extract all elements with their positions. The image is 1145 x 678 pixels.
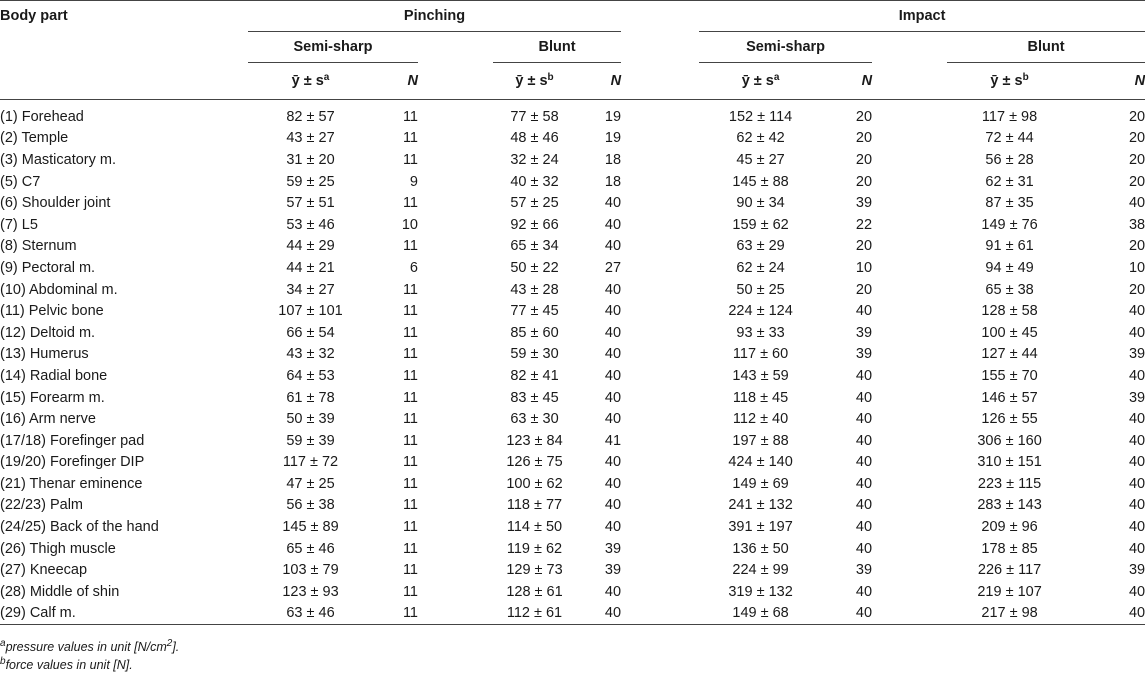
cell-pinch-semi-value: 63 ± 46 [248,603,373,625]
cell-pinch-blunt-n: 40 [604,238,622,255]
header-body-part: Body part [0,1,248,32]
cell-pinch-blunt-n: 39 [604,562,622,579]
cell-pinch-semi-n: 11 [402,432,418,449]
cell-impact-blunt-value: 283 ± 143 [977,497,1042,514]
cell-impact-blunt-n: 38 [1128,216,1145,233]
cell-pinch-blunt-n: 40 [604,346,622,363]
cell-impact-blunt-n: 40 [1072,603,1145,625]
cell-pinch-semi-n: 9 [409,173,418,190]
cell-impact-semi-value: 63 ± 29 [736,238,785,255]
cell-impact-blunt-n: 40 [1128,303,1145,320]
cell-pinch-blunt-value: 83 ± 45 [510,389,559,406]
table-row [0,365,1145,387]
cell-pinch-semi-n: 11 [402,540,418,557]
cell-pinch-semi-value: 82 ± 57 [286,108,335,125]
cell-impact-blunt-n: 40 [1128,475,1145,492]
cell-body-part: (5) C7 [0,173,41,190]
cell-impact-blunt-value: 226 ± 117 [977,562,1042,579]
cell-impact-blunt-n: 40 [1128,432,1145,449]
header-pinching-blunt: Blunt [493,32,621,63]
cell-pinch-blunt-n: 18 [604,173,622,190]
header-stat-pinch-semi: ȳ ± $s^a$ [248,63,373,100]
cell-pinch-blunt-n: 27 [604,259,622,276]
cell-body-part: (1) Forehead [0,108,84,125]
cell-pinch-semi-n: 11 [402,346,418,363]
table-row [0,603,1145,625]
cell-body-part: (28) Middle of shin [0,583,120,600]
cell-pinch-blunt-n: 40 [604,389,622,406]
cell-impact-semi-value: 391 ± 197 [728,519,793,536]
cell-impact-semi-value: 45 ± 27 [736,151,785,168]
cell-pinch-blunt-n: 40 [604,303,622,320]
cell-pinch-blunt-value: 82 ± 41 [510,367,559,384]
cell-impact-semi-n: 20 [855,108,873,125]
cell-body-part: (17/18) Forefinger pad [0,432,145,449]
cell-impact-semi-value: 149 ± 69 [732,475,789,492]
cell-body-part: (10) Abdominal m. [0,281,118,298]
cell-pinch-blunt-value: 129 ± 73 [506,562,563,579]
cell-impact-blunt-n: 40 [1128,454,1145,471]
cell-impact-blunt-n: 40 [1128,583,1145,600]
cell-pinch-semi-n: 11 [402,151,418,168]
cell-pinch-semi-n: 11 [402,303,418,320]
cell-impact-blunt-value: 155 ± 70 [981,367,1038,384]
table-row [0,257,1145,279]
table-row [0,128,1145,150]
cell-pinch-blunt-n: 40 [604,195,622,212]
cell-pinch-blunt-n: 40 [604,216,622,233]
cell-impact-blunt-value: 126 ± 55 [981,411,1038,428]
header-stat-pinch-blunt: ȳ ± $s^b$ [493,63,576,100]
table-row [0,387,1145,409]
cell-impact-blunt-n: 20 [1128,108,1145,125]
header-pinching: Pinching [248,1,621,32]
cell-impact-semi-value: 159 ± 62 [732,216,789,233]
cell-pinch-semi-value: 56 ± 38 [286,497,335,514]
cell-pinch-semi-n: 10 [401,216,418,233]
cell-pinch-blunt-value: 112 ± 61 [493,603,576,625]
cell-impact-blunt-n: 40 [1128,540,1145,557]
cell-impact-blunt-n: 40 [1128,519,1145,536]
cell-impact-semi-n: 20 [855,173,873,190]
cell-body-part: (26) Thigh muscle [0,540,116,557]
cell-impact-semi-n: 40 [855,540,873,557]
cell-pinch-semi-n: 11 [402,519,418,536]
cell-pinch-blunt-value: 43 ± 28 [510,281,559,298]
cell-body-part: (8) Sternum [0,238,77,255]
cell-pinch-blunt-n: 19 [604,130,622,147]
cell-impact-semi-value: 62 ± 24 [736,259,785,276]
cell-impact-blunt-n: 40 [1128,324,1145,341]
cell-pinch-blunt-value: 128 ± 61 [506,583,563,600]
cell-impact-semi-value: 149 ± 68 [699,603,822,625]
cell-pinch-semi-value: 107 ± 101 [278,303,343,320]
cell-impact-semi-n: 20 [855,281,873,298]
cell-impact-semi-value: 112 ± 40 [732,411,789,428]
header-n-impact-semi: N [822,63,872,100]
cell-body-part: (11) Pelvic bone [0,303,104,320]
cell-pinch-semi-n: 11 [402,411,418,428]
cell-impact-blunt-value: 178 ± 85 [981,540,1038,557]
cell-body-part: (15) Forearm m. [0,389,105,406]
cell-impact-blunt-value: 149 ± 76 [981,216,1038,233]
cell-pinch-semi-value: 123 ± 93 [282,583,339,600]
cell-impact-blunt-value: 219 ± 107 [977,583,1042,600]
cell-pinch-semi-value: 59 ± 39 [286,432,335,449]
cell-body-part: (2) Temple [0,130,69,147]
header-stat-impact-semi: ȳ ± $s^a$ [699,63,822,100]
table-row [0,192,1145,214]
cell-pinch-semi-value: 61 ± 78 [286,389,335,406]
cell-impact-blunt-value: 217 ± 98 [947,603,1072,625]
cell-pinch-semi-value: 117 ± 72 [282,454,339,471]
cell-body-part: (3) Masticatory m. [0,151,117,168]
footnotes [0,638,179,674]
cell-pinch-semi-n: 11 [373,603,418,625]
cell-pinch-blunt-n: 41 [604,432,622,449]
cell-pinch-blunt-n: 40 [604,497,622,514]
cell-pinch-blunt-value: 50 ± 22 [510,259,559,276]
cell-impact-blunt-value: 306 ± 160 [977,432,1042,449]
cell-pinch-semi-n: 6 [409,259,418,276]
cell-body-part: (13) Humerus [0,346,89,363]
cell-pinch-semi-value: 103 ± 79 [282,562,339,579]
cell-pinch-semi-n: 11 [402,130,418,147]
cell-pinch-blunt-value: 77 ± 58 [510,108,559,125]
table-row [0,322,1145,344]
table-row [0,149,1145,171]
cell-pinch-blunt-n: 40 [604,454,622,471]
cell-pinch-semi-n: 11 [402,389,418,406]
cell-impact-semi-n: 39 [855,195,873,212]
cell-pinch-semi-n: 11 [402,475,418,492]
cell-impact-blunt-value: 310 ± 151 [977,454,1042,471]
cell-impact-semi-value: 424 ± 140 [728,454,793,471]
cell-impact-blunt-n: 40 [1128,195,1145,212]
cell-impact-semi-n: 20 [855,151,873,168]
cell-pinch-semi-value: 34 ± 27 [286,281,335,298]
cell-impact-blunt-n: 39 [1128,346,1145,363]
cell-body-part: (19/20) Forefinger DIP [0,454,145,471]
cell-impact-semi-n: 40 [855,411,873,428]
cell-pinch-blunt-n: 40 [604,281,622,298]
table-body [0,100,1145,625]
cell-impact-semi-n: 40 [855,497,873,514]
cell-pinch-semi-n: 11 [402,324,418,341]
table-row [0,408,1145,430]
cell-body-part: (9) Pectoral m. [0,259,96,276]
cell-impact-semi-value: 241 ± 132 [728,497,793,514]
cell-impact-semi-value: 93 ± 33 [736,324,785,341]
cell-impact-blunt-value: 117 ± 98 [981,108,1038,125]
cell-pinch-blunt-n: 40 [604,411,622,428]
cell-impact-semi-value: 136 ± 50 [732,540,789,557]
cell-body-part: (22/23) Palm [0,497,84,514]
cell-pinch-blunt-value: 100 ± 62 [506,475,563,492]
footnote-a: $^a$pressure values in unit $[N/cm^2]$. [0,638,180,654]
cell-impact-semi-n: 39 [855,346,873,363]
cell-pinch-semi-value: 64 ± 53 [286,367,335,384]
cell-impact-semi-n: 40 [855,583,873,600]
cell-pinch-semi-n: 11 [402,454,418,471]
cell-pinch-semi-value: 66 ± 54 [286,324,335,341]
cell-pinch-blunt-value: 77 ± 45 [510,303,559,320]
cell-impact-semi-n: 40 [822,603,872,625]
cell-pinch-blunt-value: 63 ± 30 [510,411,559,428]
table-row [0,495,1145,517]
cell-pinch-blunt-value: 123 ± 84 [506,432,563,449]
cell-impact-blunt-value: 56 ± 28 [985,151,1034,168]
cell-pinch-blunt-value: 65 ± 34 [510,238,559,255]
cell-impact-semi-value: 117 ± 60 [732,346,789,363]
cell-pinch-blunt-value: 119 ± 62 [506,540,563,557]
cell-impact-semi-value: 90 ± 34 [736,195,785,212]
cell-impact-blunt-n: 20 [1128,173,1145,190]
cell-body-part: (24/25) Back of the hand [0,519,159,536]
cell-impact-blunt-n: 39 [1128,562,1145,579]
cell-impact-blunt-value: 209 ± 96 [981,519,1038,536]
cell-impact-blunt-n: 20 [1128,238,1145,255]
cell-pinch-blunt-n: 40 [604,519,622,536]
cell-pinch-semi-value: 47 ± 25 [286,475,335,492]
cell-body-part: (21) Thenar eminence [0,475,143,492]
cell-impact-semi-n: 40 [855,519,873,536]
cell-impact-semi-n: 39 [855,562,873,579]
table-row [0,581,1145,603]
cell-pinch-blunt-value: 57 ± 25 [510,195,559,212]
cell-pinch-blunt-n: 39 [604,540,622,557]
header-stat-impact-blunt: ȳ ± $s^b$ [947,63,1072,100]
cell-impact-blunt-n: 20 [1128,281,1145,298]
cell-pinch-blunt-value: 48 ± 46 [510,130,559,147]
cell-pinch-semi-n: 11 [402,238,418,255]
cell-impact-semi-value: 319 ± 132 [728,583,793,600]
cell-body-part: (12) Deltoid m. [0,324,96,341]
table-row [0,279,1145,301]
cell-pinch-semi-value: 57 ± 51 [286,195,335,212]
cell-impact-blunt-n: 40 [1128,411,1145,428]
cell-impact-semi-n: 10 [855,259,873,276]
cell-impact-blunt-n: 39 [1128,389,1145,406]
cell-impact-blunt-value: 87 ± 35 [985,195,1034,212]
header-pinching-semi-sharp: Semi-sharp [248,32,418,63]
cell-pinch-semi-n: 11 [402,367,418,384]
cell-impact-semi-value: 145 ± 88 [732,173,789,190]
header-impact-blunt: Blunt [947,32,1145,63]
cell-impact-semi-n: 40 [855,389,873,406]
cell-impact-blunt-value: 223 ± 115 [977,475,1042,492]
cell-impact-semi-n: 40 [855,454,873,471]
cell-pinch-blunt-n: 40 [576,603,621,625]
cell-pinch-semi-value: 44 ± 21 [286,259,335,276]
table-row [0,236,1145,258]
cell-pinch-semi-n: 11 [402,583,418,600]
cell-pinch-semi-value: 44 ± 29 [286,238,335,255]
table-row [0,473,1145,495]
header-n-pinch-blunt: N [576,63,621,100]
table-row [0,559,1145,581]
cell-pinch-blunt-value: 59 ± 30 [510,346,559,363]
cell-impact-blunt-value: 128 ± 58 [981,303,1038,320]
cell-pinch-semi-value: 145 ± 89 [282,519,339,536]
table-row [0,300,1145,322]
header-n-pinch-semi: N [373,63,418,100]
cell-pinch-blunt-value: 114 ± 50 [506,519,563,536]
cell-pinch-blunt-value: 85 ± 60 [510,324,559,341]
cell-body-part: (16) Arm nerve [0,411,96,428]
cell-impact-semi-value: 50 ± 25 [736,281,785,298]
cell-impact-semi-value: 224 ± 124 [728,303,793,320]
cell-impact-blunt-n: 10 [1128,259,1145,276]
cell-pinch-blunt-n: 40 [604,324,622,341]
cell-impact-semi-value: 224 ± 99 [732,562,789,579]
cell-pinch-blunt-value: 118 ± 77 [506,497,563,514]
cell-impact-semi-n: 40 [855,303,873,320]
cell-impact-semi-value: 143 ± 59 [732,367,789,384]
cell-body-part: (6) Shoulder joint [0,195,111,212]
cell-pinch-semi-n: 11 [402,108,418,125]
cell-impact-blunt-n: 20 [1128,151,1145,168]
cell-pinch-semi-n: 11 [402,195,418,212]
table-row [0,100,1145,128]
cell-impact-blunt-n: 40 [1128,497,1145,514]
cell-pinch-blunt-value: 126 ± 75 [506,454,563,471]
cell-pinch-semi-n: 11 [402,497,418,514]
cell-impact-blunt-value: 127 ± 44 [981,346,1038,363]
cell-impact-blunt-n: 40 [1128,367,1145,384]
cell-impact-semi-n: 40 [855,475,873,492]
cell-impact-semi-value: 197 ± 88 [732,432,789,449]
cell-impact-blunt-value: 65 ± 38 [985,281,1034,298]
cell-pinch-semi-value: 43 ± 32 [286,346,335,363]
table-row [0,344,1145,366]
cell-impact-semi-value: 118 ± 45 [732,389,789,406]
cell-impact-semi-n: 20 [855,238,873,255]
cell-pinch-blunt-n: 19 [604,108,622,125]
table-row [0,430,1145,452]
cell-impact-blunt-value: 100 ± 45 [981,324,1038,341]
cell-pinch-blunt-value: 40 ± 32 [510,173,559,190]
cell-pinch-blunt-value: 92 ± 66 [510,216,559,233]
header-impact: Impact [699,1,1145,32]
cell-body-part: (29) Calf m. [0,603,248,625]
cell-impact-semi-value: 62 ± 42 [736,130,785,147]
cell-pinch-blunt-n: 40 [604,367,622,384]
cell-impact-blunt-n: 20 [1128,130,1145,147]
cell-impact-semi-n: 39 [855,324,873,341]
cell-impact-blunt-value: 146 ± 57 [981,389,1038,406]
cell-pinch-semi-value: 43 ± 27 [286,130,335,147]
cell-body-part: (27) Kneecap [0,562,88,579]
cell-impact-blunt-value: 91 ± 61 [985,238,1034,255]
cell-pinch-blunt-value: 32 ± 24 [510,151,559,168]
cell-pinch-semi-value: 59 ± 25 [286,173,335,190]
cell-impact-semi-n: 20 [855,130,873,147]
header-impact-semi-sharp: Semi-sharp [699,32,872,63]
cell-pinch-semi-value: 65 ± 46 [286,540,335,557]
cell-pinch-semi-value: 31 ± 20 [286,151,335,168]
table-row [0,452,1145,474]
cell-pinch-semi-n: 11 [402,562,418,579]
cell-pinch-semi-n: 11 [402,281,418,298]
cell-impact-blunt-value: 62 ± 31 [985,173,1034,190]
table-row [0,214,1145,236]
cell-impact-blunt-value: 94 ± 49 [985,259,1034,276]
cell-body-part: (7) L5 [0,216,38,233]
table-row [0,538,1145,560]
footnote-b: $^b$force values in unit [N]. [0,656,133,672]
cell-impact-semi-n: 22 [855,216,873,233]
cell-pinch-blunt-n: 18 [604,151,622,168]
cell-impact-blunt-value: 72 ± 44 [985,130,1034,147]
cell-pinch-blunt-n: 40 [604,475,622,492]
cell-impact-semi-value: 152 ± 114 [728,108,793,125]
cell-pinch-blunt-n: 40 [604,583,622,600]
cell-body-part: (14) Radial bone [0,367,108,384]
cell-impact-semi-n: 40 [855,432,873,449]
cell-pinch-semi-value: 50 ± 39 [286,411,335,428]
table-row [0,516,1145,538]
header-n-impact-blunt: N [1072,63,1145,100]
table-row [0,171,1145,193]
cell-impact-semi-n: 40 [855,367,873,384]
cell-pinch-semi-value: 53 ± 46 [286,216,335,233]
